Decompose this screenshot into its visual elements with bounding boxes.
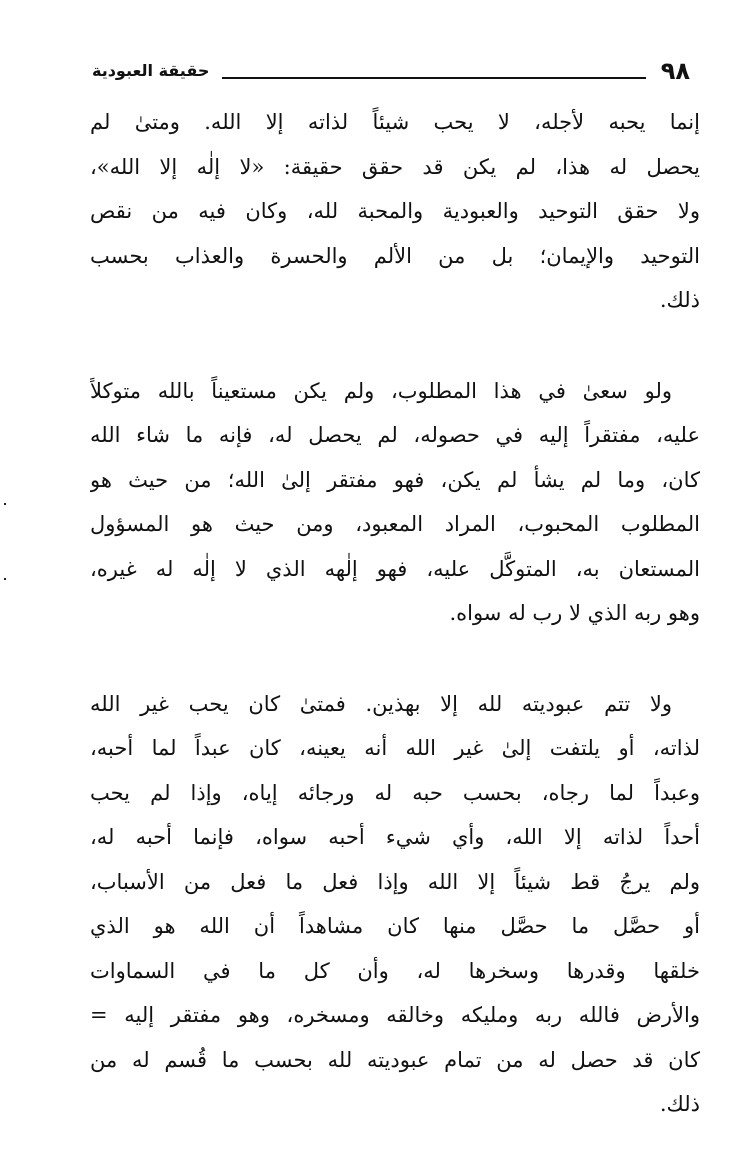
text-line: إنما يحبه لأجله، لا يحب شيئاً لذاته إلا الله. ومتىٰ لم <box>90 110 700 134</box>
text-line: أو حصَّل ما حصَّل منها كان مشاهداً أن الله هو الذي <box>90 914 700 938</box>
text-line: خلقها وقدرها وسخرها له، وأن كل ما في السماوات <box>90 958 700 983</box>
text-line: ولا حقق التوحيد والعبودية والمحبة لله، وكان فيه من نقص <box>90 199 700 223</box>
text-line: ولم يرجُ قط شيئاً إلا الله وإذا فعل ما فعل من الأسباب، <box>90 869 700 894</box>
text-line: أحداً لذاته إلا الله، وأي شيء أحبه سواه، فإنما أحبه له، <box>90 825 700 849</box>
text-line: لذاته، أو يلتفت إلىٰ غير الله أنه يعينه، كان عبداً لما أحبه، <box>90 736 700 760</box>
text-line: ذلك. <box>659 1092 700 1116</box>
page-body <box>90 100 700 1173</box>
text-line: المطلوب المحبوب، المراد المعبود، ومن حيث هو المسؤول <box>90 512 700 536</box>
running-title: حقيقة العبودية <box>92 61 210 80</box>
text-line: ولا تتم عبوديته لله إلا بهذين. فمتىٰ كان يحب غير الله <box>90 691 672 716</box>
text-line: التوحيد والإيمان؛ بل من الألم والحسرة والعذاب بحسب <box>90 243 700 268</box>
text-line: يحصل له هذا، لم يكن قد حقق حقيقة: «لا إلٰه إلا الله»، <box>90 154 700 179</box>
text-line: كان قد حصل له من تمام عبوديته لله بحسب ما قُسم له من <box>90 1047 700 1072</box>
text-line: وعبداً لما رجاه، بحسب حبه له ورجائه إياه، وإذا لم يحب <box>90 780 700 805</box>
text-line: عليه، مفتقراً إليه في حصوله، لم يحصل له، فإنه ما شاء الله <box>90 423 700 447</box>
header-rule <box>222 77 646 79</box>
margin-dot <box>4 578 6 580</box>
margin-dot <box>4 503 6 505</box>
page-header <box>92 56 690 92</box>
text-line: كان، وما لم يشأ لم يكن، فهو مفتقر إلىٰ الله؛ من حيث هو <box>90 467 700 492</box>
text-line: ذلك. <box>659 288 700 312</box>
paragraph <box>90 100 700 323</box>
text-line: والأرض فالله ربه ومليكه وخالقه ومسخره، وهو مفتقر إليه = <box>90 1003 700 1027</box>
text-line: وهو ربه الذي لا رب له سواه. <box>449 601 700 625</box>
page-number: ٩٨ <box>660 57 690 85</box>
paragraph <box>90 369 700 636</box>
text-line: المستعان به، المتوكَّل عليه، فهو إلٰهه الذي لا إلٰه له غيره، <box>90 556 700 581</box>
text-line: ولو سعىٰ في هذا المطلوب، ولم يكن مستعيناً بالله متوكلاً <box>90 378 672 403</box>
